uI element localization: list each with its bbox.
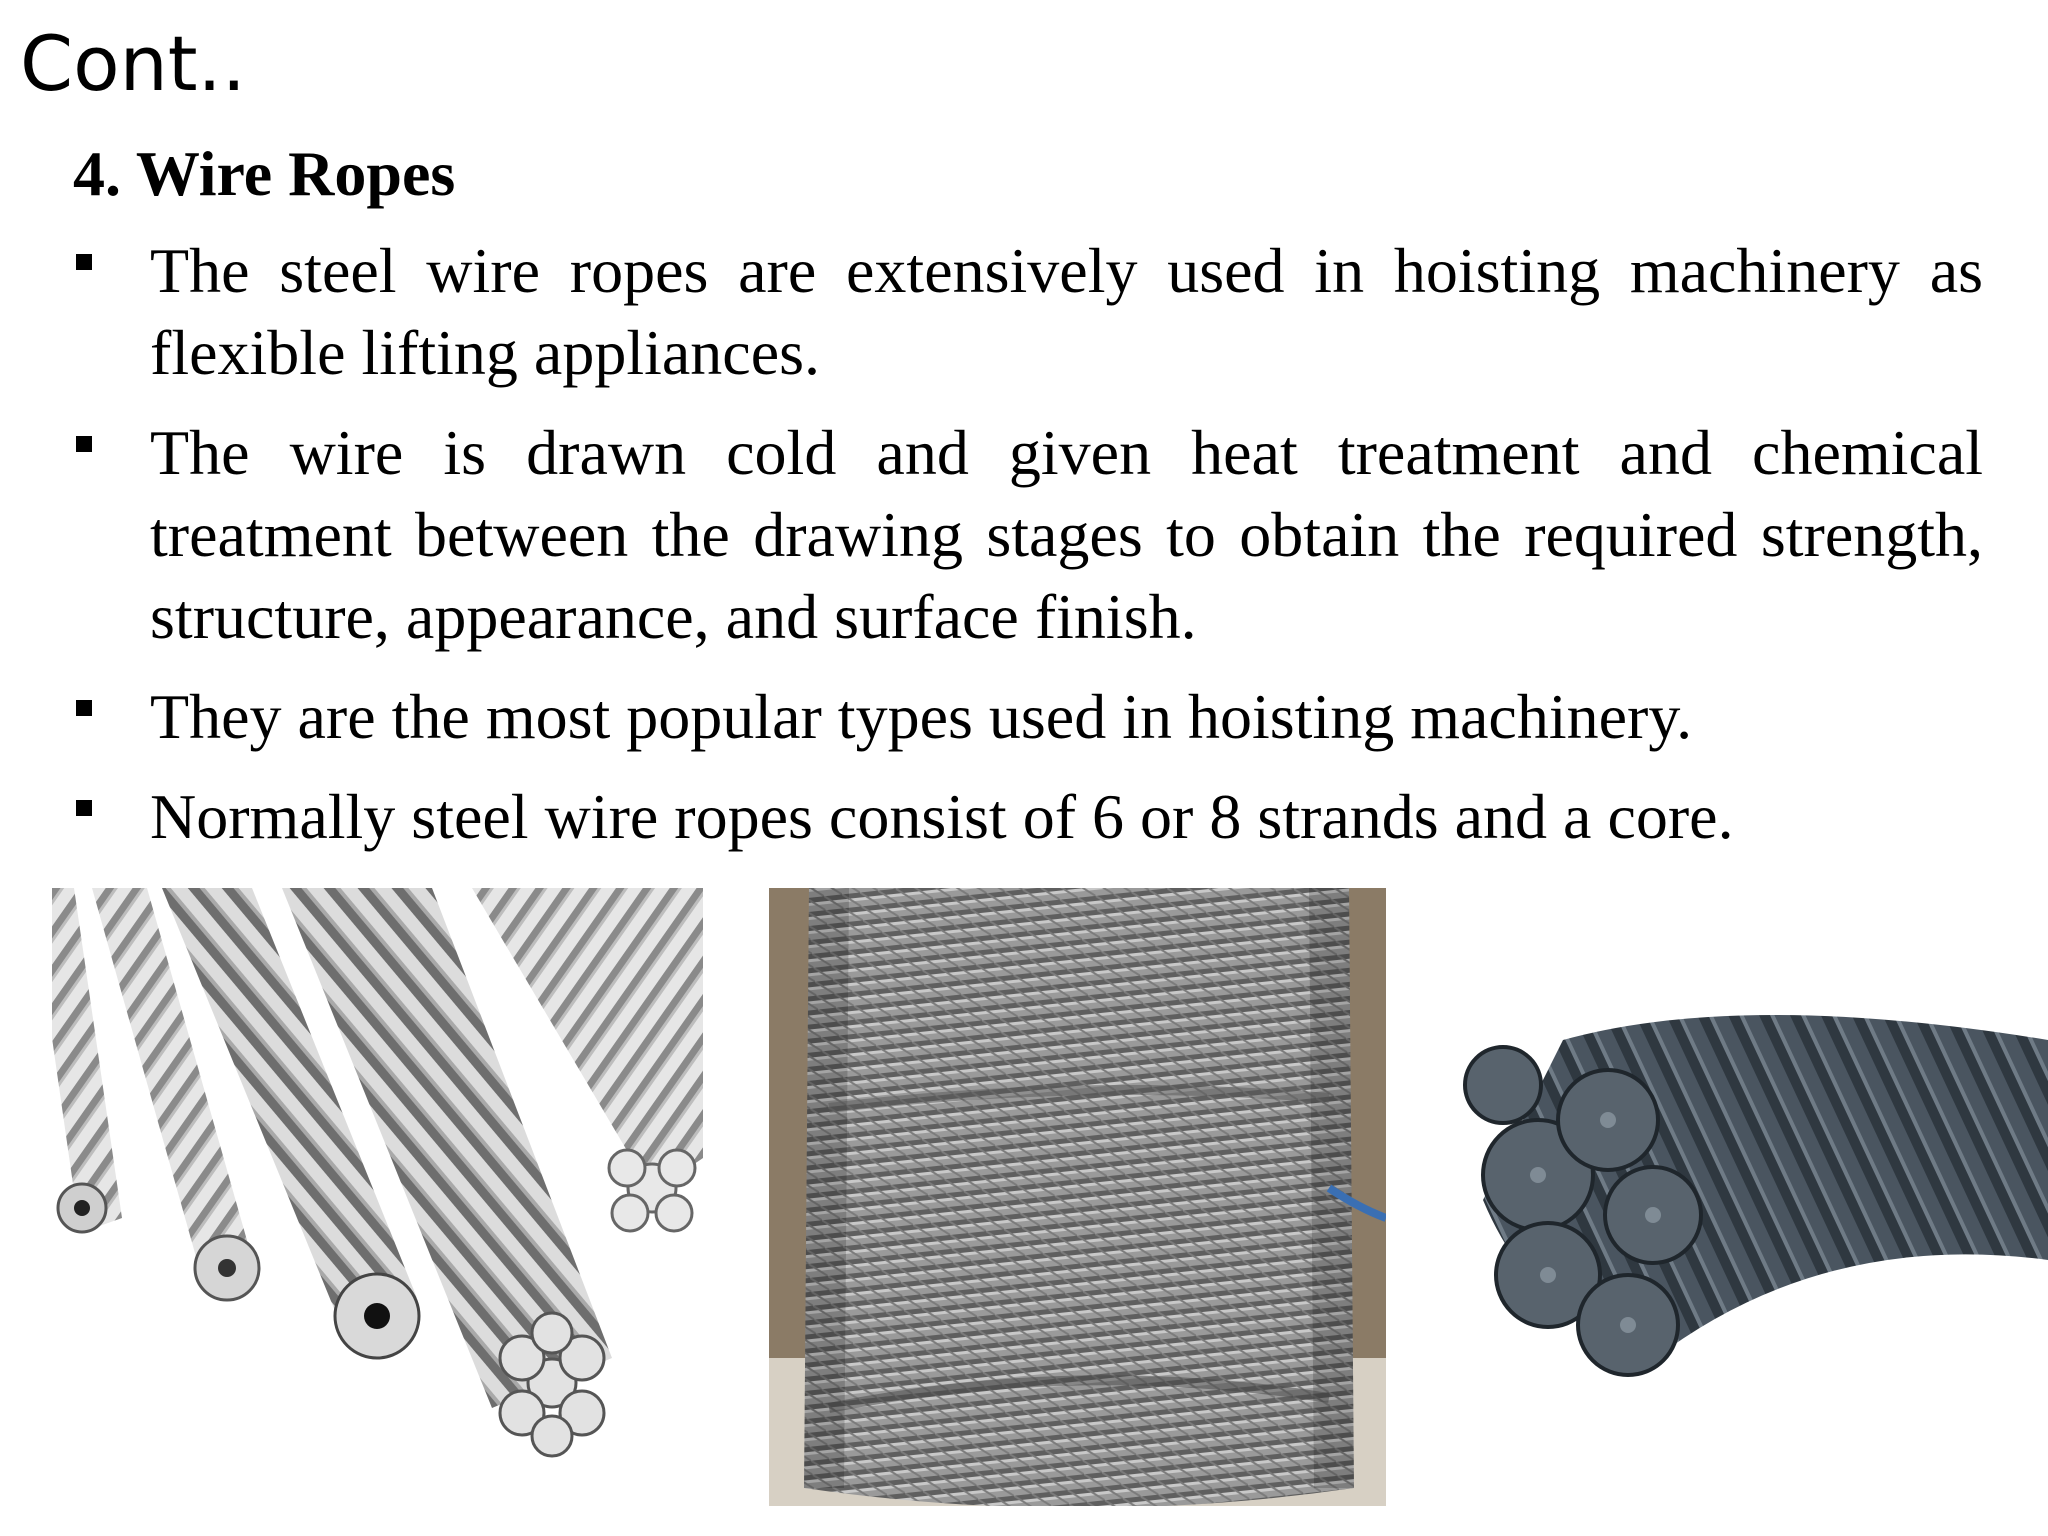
bullet-item bbox=[73, 676, 1983, 758]
wire-rope-cross-sections-image bbox=[52, 888, 703, 1506]
bullet-text: The wire is drawn cold and given heat treatment and chemical treatment between the drawing stages to obtain the required strength, structure, appearance, and surface finish. bbox=[150, 417, 1983, 652]
square-bullet-icon bbox=[76, 436, 92, 452]
bullet-text: They are the most popular types used in hoisting machinery. bbox=[150, 681, 1693, 752]
square-bullet-icon bbox=[76, 800, 92, 816]
bullet-text: Normally steel wire ropes consist of 6 or 8 strands and a core. bbox=[150, 781, 1734, 852]
square-bullet-icon bbox=[76, 254, 92, 270]
square-bullet-icon bbox=[76, 700, 92, 716]
section-heading: 4. Wire Ropes bbox=[73, 138, 456, 209]
bullet-list bbox=[73, 230, 1983, 858]
bullet-text: The steel wire ropes are extensively used in hoisting machinery as flexible lifting appliances. bbox=[150, 235, 1983, 388]
bullet-item bbox=[73, 412, 1983, 658]
slide-title: Cont.. bbox=[20, 19, 246, 108]
bullet-item bbox=[73, 230, 1983, 394]
bullet-item bbox=[73, 776, 1983, 858]
wire-rope-spool-image bbox=[769, 888, 1386, 1506]
wire-rope-strands-image bbox=[1443, 1000, 2048, 1400]
